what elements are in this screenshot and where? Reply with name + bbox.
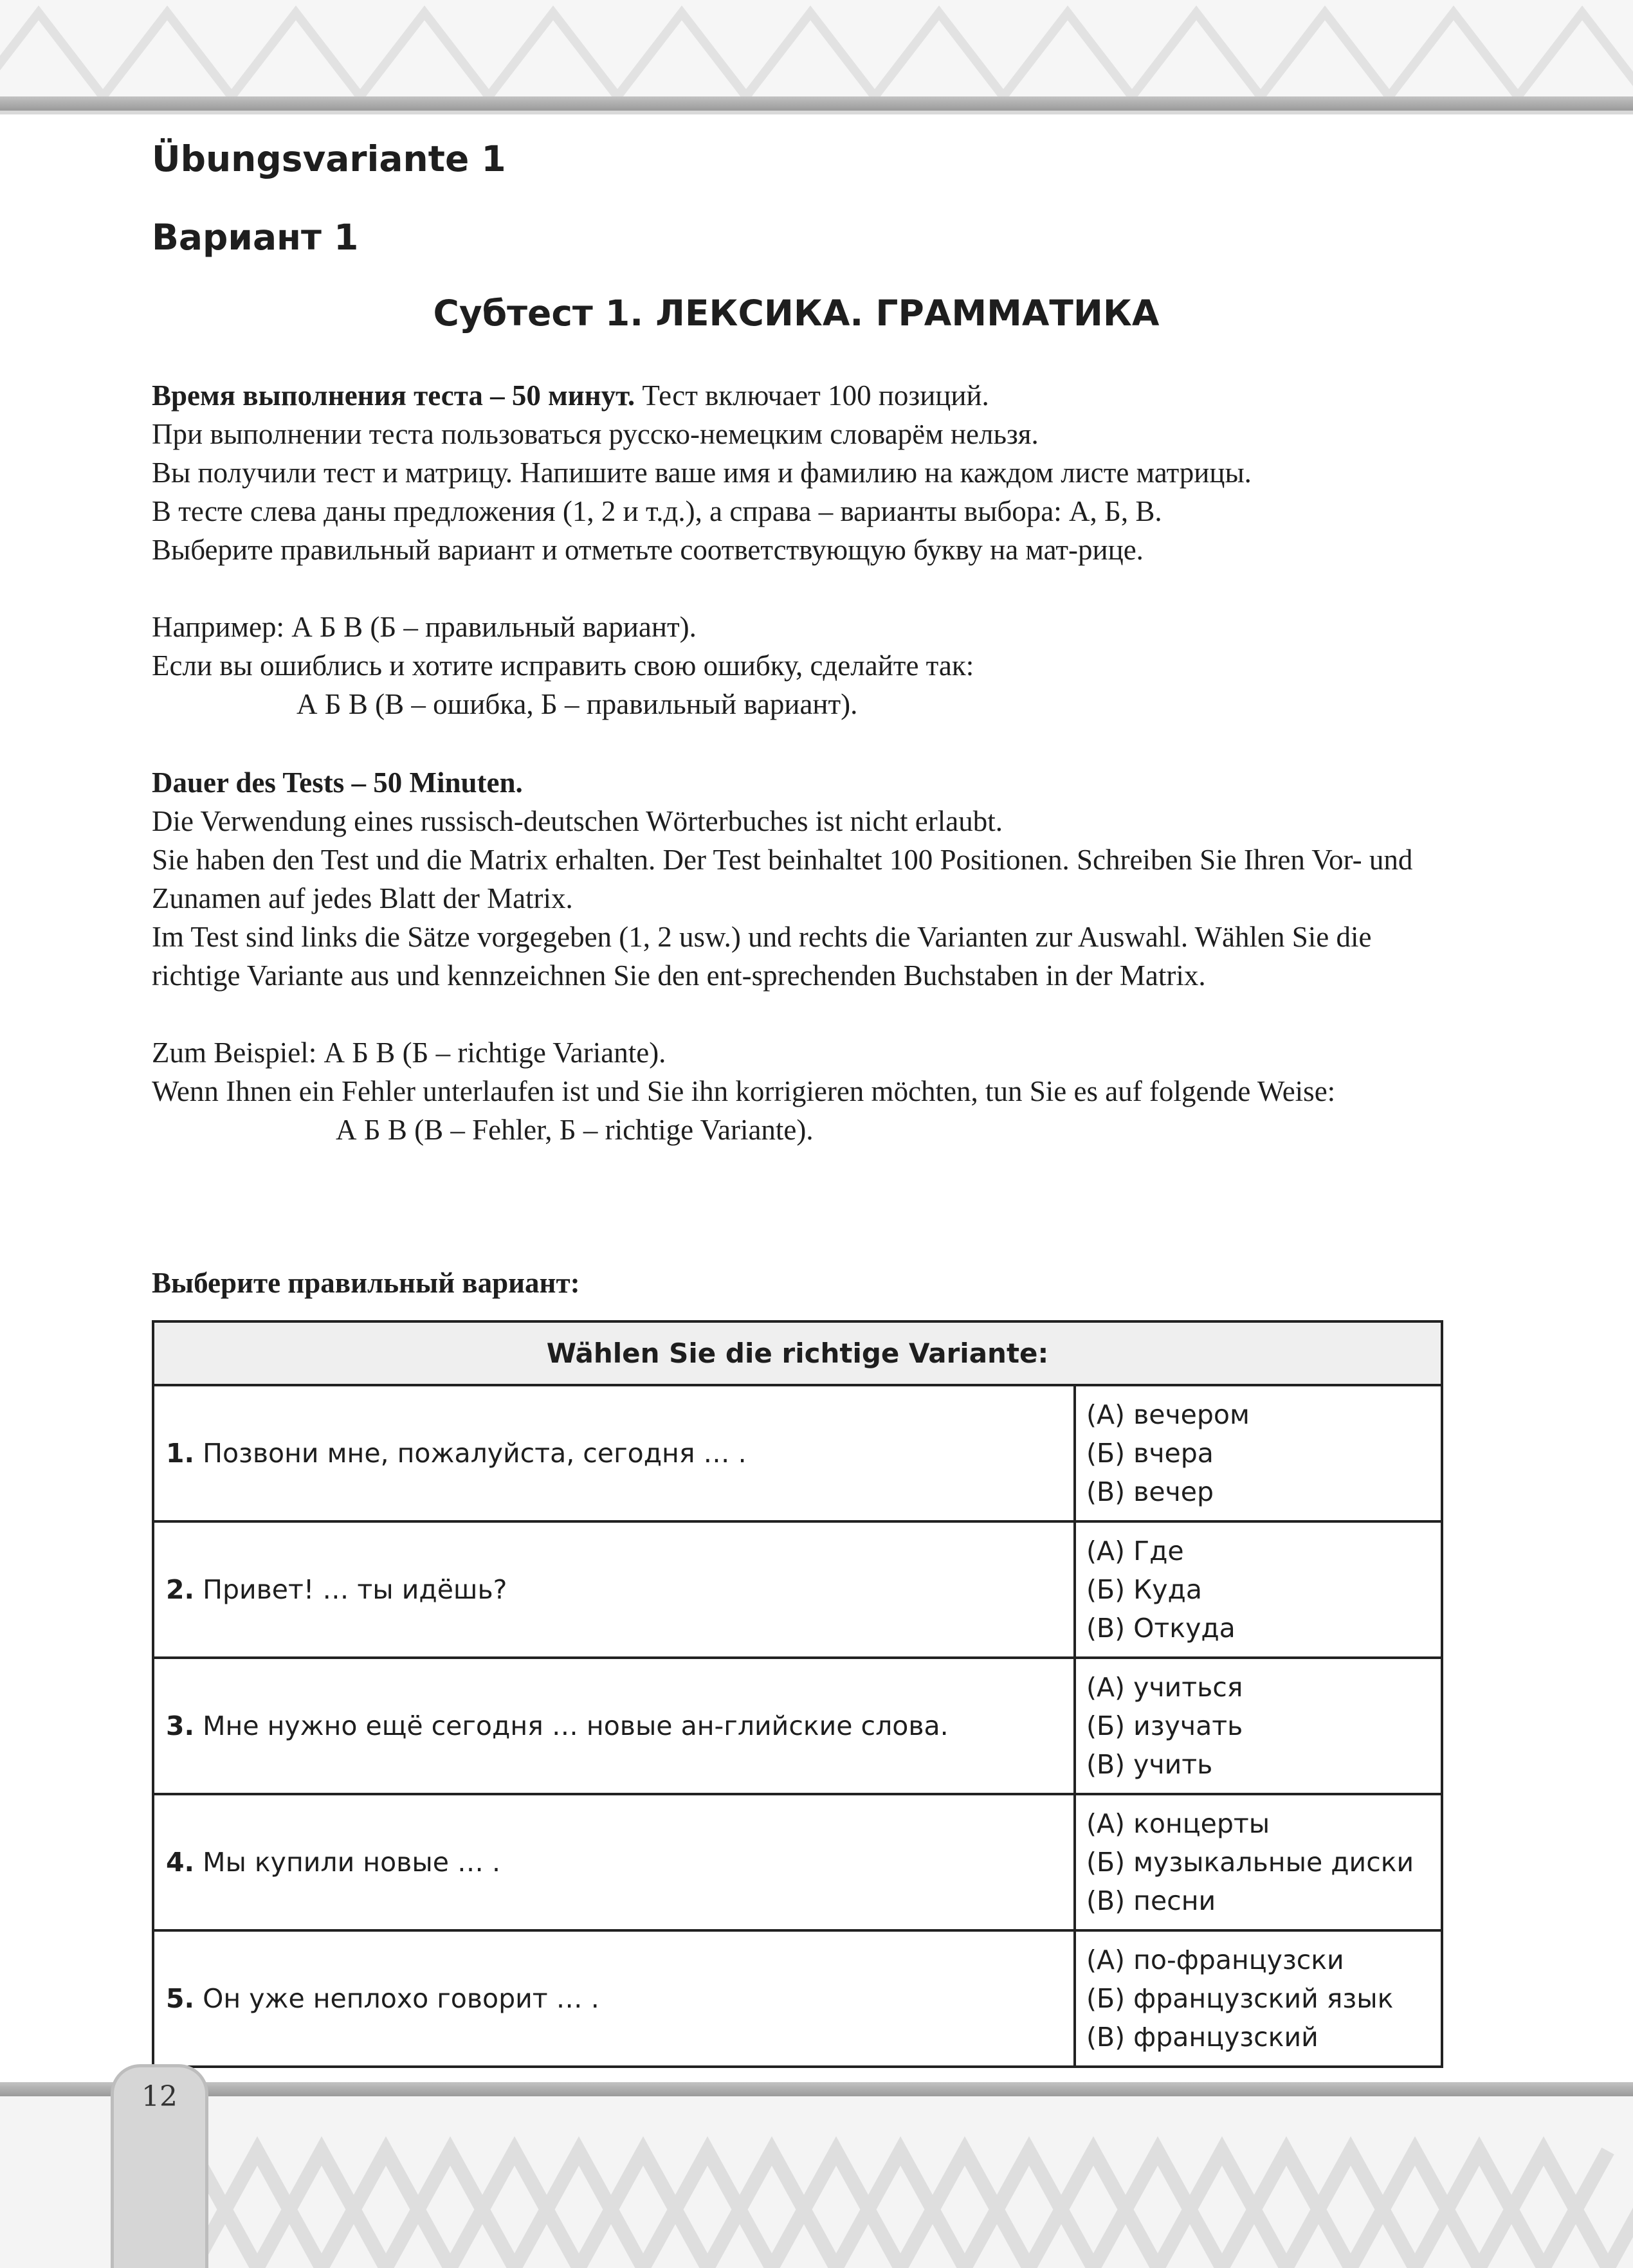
heading-variant-ru: Вариант 1 <box>152 217 359 258</box>
quiz-table <box>152 1320 1443 2068</box>
header-decoration <box>0 0 1633 106</box>
question-cell <box>153 1930 1075 2067</box>
ru-time-line <box>152 376 1445 415</box>
header-rule <box>0 96 1633 111</box>
quiz-table-header-row <box>153 1321 1442 1385</box>
page-number: 12 <box>141 2080 178 2113</box>
ru-instructions <box>152 376 1445 723</box>
options-cell <box>1075 1385 1442 1521</box>
options-cell <box>1075 1930 1442 2067</box>
option-a: (А) учиться <box>1086 1672 1243 1703</box>
quiz-table-header: Wählen Sie die richtige Variante: <box>153 1321 1442 1385</box>
question-cell <box>153 1521 1075 1658</box>
ru-correction-example: А Б В (В – ошибка, Б – правильный вариант). <box>296 688 858 720</box>
de-correction-example: А Б В (В – Fehler, Б – richtige Variante). <box>336 1114 814 1146</box>
de-time-bold: Dauer des Tests – 50 Minuten. <box>152 767 523 799</box>
question-text: Привет! … ты идёшь? <box>194 1574 507 1605</box>
question-number: 3. <box>166 1710 195 1741</box>
option-b: (Б) музыкальные диски <box>1086 1847 1414 1878</box>
table-row <box>153 1658 1442 1794</box>
footer-decoration <box>0 2087 1633 2268</box>
ru-correction-intro: Если вы ошиблись и хотите исправить свою ошибку, сделайте так: <box>152 649 974 682</box>
option-a: (А) Где <box>1086 1536 1184 1566</box>
ru-line: В тесте слева даны предложения (1, 2 и т.д.), а справа – варианты выбора: А, Б, В. <box>152 495 1162 527</box>
question-number: 4. <box>166 1847 195 1878</box>
question-text: Мне нужно ещё сегодня … новые ан-глийские слова. <box>194 1710 949 1741</box>
question-text: Он уже неплохо говорит … . <box>194 1983 599 2014</box>
ru-line: Выберите правильный вариант и отметьте соответствующую букву на мат-рице. <box>152 534 1144 566</box>
choose-label-block <box>152 1264 1445 1302</box>
option-b: (Б) Куда <box>1086 1574 1202 1605</box>
ru-example: Например: А Б В (Б – правильный вариант). <box>152 611 697 643</box>
options-cell <box>1075 1521 1442 1658</box>
option-b: (Б) вчера <box>1086 1438 1214 1469</box>
de-instructions <box>152 763 1445 1149</box>
option-a: (А) по-французски <box>1086 1945 1344 1975</box>
options-cell <box>1075 1794 1442 1930</box>
ru-time-rest: Тест включает 100 позиций. <box>635 379 989 412</box>
heading-variant-de: Übungsvariante 1 <box>152 138 506 179</box>
header-rule-shadow <box>0 111 1633 114</box>
question-cell <box>153 1385 1075 1521</box>
question-number: 2. <box>166 1574 195 1605</box>
table-row <box>153 1521 1442 1658</box>
option-c: (В) Откуда <box>1086 1613 1236 1644</box>
question-number: 1. <box>166 1438 195 1469</box>
option-c: (В) вечер <box>1086 1476 1214 1507</box>
ru-line: Вы получили тест и матрицу. Напишите ваше имя и фамилию на каждом листе матрицы. <box>152 457 1252 489</box>
table-row <box>153 1794 1442 1930</box>
option-b: (Б) французский язык <box>1086 1983 1394 2014</box>
option-c: (В) учить <box>1086 1749 1213 1780</box>
footer-rule <box>0 2082 1633 2096</box>
question-cell <box>153 1658 1075 1794</box>
de-line: Im Test sind links die Sätze vorgegeben (1, 2 usw.) und rechts die Varianten zur Auswahl. Wählen Sie die richtige Variante aus und kennzeichnen Sie den ent-sprechenden Buchstaben in der Matrix. <box>152 921 1372 992</box>
table-row <box>153 1930 1442 2067</box>
option-a: (А) концерты <box>1086 1808 1270 1839</box>
option-a: (А) вечером <box>1086 1399 1250 1430</box>
question-text: Позвони мне, пожалуйста, сегодня … . <box>194 1438 747 1469</box>
de-correction-intro: Wenn Ihnen ein Fehler unterlaufen ist und Sie ihn korrigieren möchten, tun Sie es auf folgende Weise: <box>152 1075 1336 1107</box>
de-example: Zum Beispiel: А Б В (Б – richtige Variante). <box>152 1037 666 1069</box>
de-line: Die Verwendung eines russisch-deutschen Wörterbuches ist nicht erlaubt. <box>152 805 1003 837</box>
ru-time-bold: Время выполнения теста – 50 минут. <box>152 379 635 412</box>
page-number-tab <box>111 2064 208 2268</box>
heading-subtest: Субтест 1. ЛЕКСИКА. ГРАММАТИКА <box>433 293 1160 334</box>
options-cell <box>1075 1658 1442 1794</box>
question-number: 5. <box>166 1983 195 2014</box>
choose-label: Выберите правильный вариант: <box>152 1267 580 1299</box>
option-b: (Б) изучать <box>1086 1710 1243 1741</box>
de-line: Sie haben den Test und die Matrix erhalten. Der Test beinhaltet 100 Positionen. Schreiben Sie Ihren Vor- und Zunamen auf jedes Blatt der Matrix. <box>152 844 1413 914</box>
ru-line: При выполнении теста пользоваться русско-немецким словарём нельзя. <box>152 418 1039 450</box>
question-text: Мы купили новые … . <box>194 1847 501 1878</box>
table-row <box>153 1385 1442 1521</box>
option-c: (В) песни <box>1086 1885 1216 1916</box>
option-c: (В) французский <box>1086 2022 1318 2053</box>
question-cell <box>153 1794 1075 1930</box>
